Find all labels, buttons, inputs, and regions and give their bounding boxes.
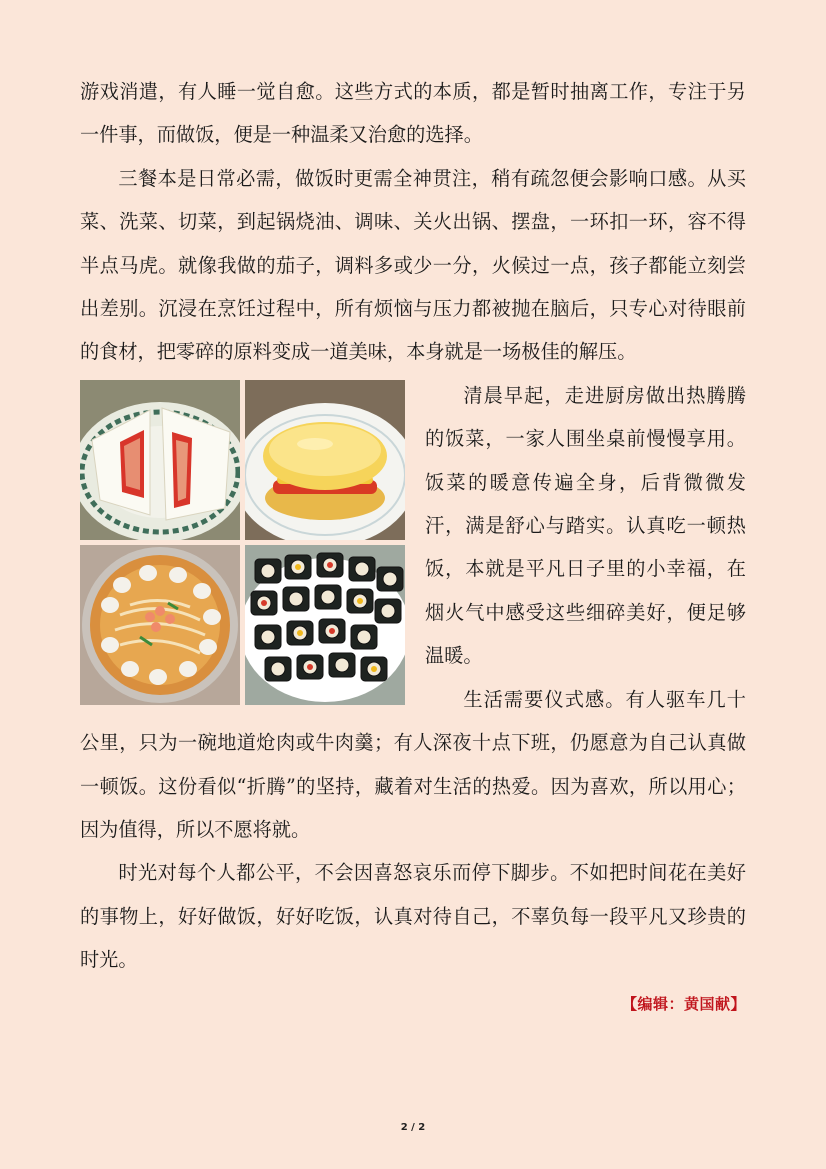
- editor-credit: 【编辑：黄国献】: [621, 994, 746, 1013]
- article-body: [80, 70, 746, 1022]
- paragraph-2: 三餐本是日常必需，做饭时更需全神贯注，稍有疏忽便会影响口感。从买菜、洗菜、切菜，到起锅烧油、调味、关火出锅、摆盘，一环扣一环，容不得半点马虎。就像我做的茄子，调料多或少一分，火候过一点，孩子都能立刻尝出差别。沉浸在烹饪过程中，所有烦恼与压力都被抛在脑后，只专心对待眼前的食材，把零碎的原料变成一道美味，本身就是一场极佳的解压。: [80, 166, 746, 364]
- food-photo-grid: [80, 380, 407, 705]
- paragraph-4: 生活需要仪式感。有人驱车几十公里，只为一碗地道炝肉或牛肉羹；有人深夜十点下班，仍愿意为自己认真做一顿饭。这份看似“折腾”的坚持，藏着对生活的热爱。因为喜欢，所以用心；因为值得，所以不愿将就。: [80, 687, 746, 841]
- noodle-soup-photo: [80, 545, 240, 705]
- paragraph-1: 游戏消遣，有人睡一觉自愈。这些方式的本质，都是暂时抽离工作，专注于另一件事，而做饭，便是一种温柔又治愈的选择。: [80, 80, 746, 147]
- sandwich-photo: [80, 380, 240, 540]
- egg-burger-photo: [245, 380, 405, 540]
- sushi-rolls-photo: [245, 545, 405, 705]
- paragraph-5: 时光对每个人都公平，不会因喜怒哀乐而停下脚步。不如把时间花在美好的事物上，好好做饭，好好吃饭，认真对待自己，不辜负每一段平凡又珍贵的时光。: [80, 861, 746, 972]
- paragraph-3: 清晨早起，走进厨房做出热腾腾的饭菜，一家人围坐桌前慢慢享用。饭菜的暖意传遍全身，后背微微发汗，满是舒心与踏实。认真吃一顿热饭，本就是平凡日子里的小幸福，在烟火气中感受这些细碎美好，便足够温暖。: [425, 383, 746, 668]
- page-number: 2 / 2: [400, 1122, 426, 1133]
